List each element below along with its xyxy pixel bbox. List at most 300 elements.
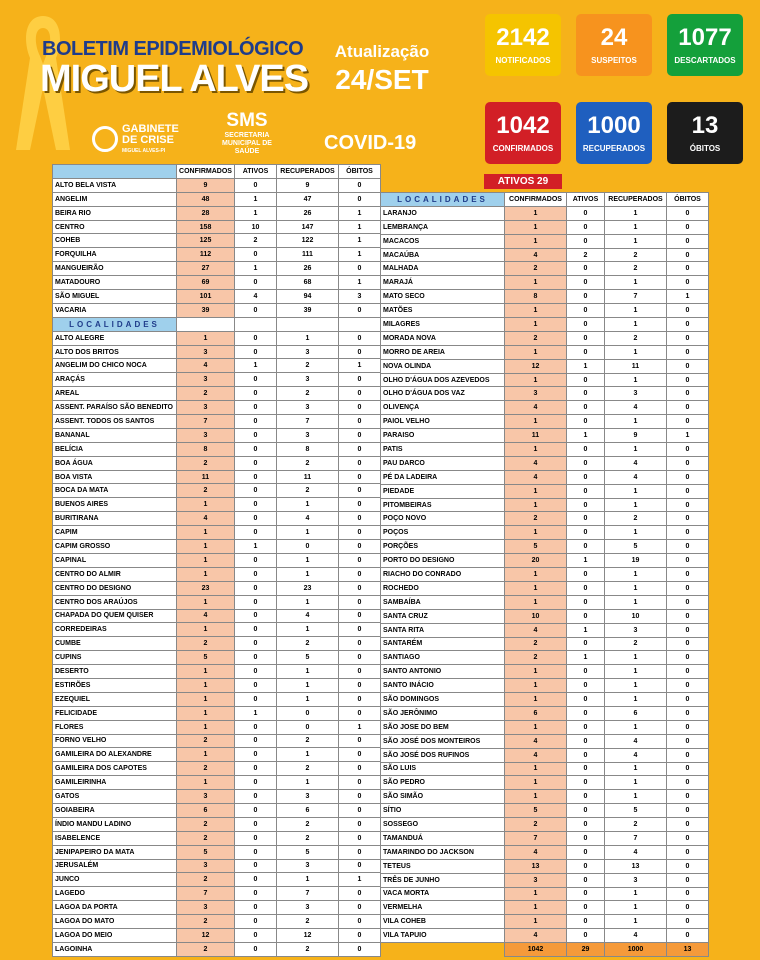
recuperados-cell: 6 xyxy=(277,803,339,817)
locality-name: BOA VISTA xyxy=(53,470,177,484)
confirmados-cell: 5 xyxy=(177,651,235,665)
stat-box-óbitos xyxy=(667,102,743,164)
recuperados-cell: 1 xyxy=(605,720,667,734)
confirmados-cell: 1 xyxy=(177,623,235,637)
locality-name: GAMILEIRA DOS CAPOTES xyxy=(53,762,177,776)
confirmados-cell: 5 xyxy=(177,845,235,859)
locality-name: SANTARÉM xyxy=(381,637,505,651)
stat-value: 1077 xyxy=(678,24,732,51)
locality-name: PORTO DO DESIGNO xyxy=(381,554,505,568)
locality-name: ARAÇÁS xyxy=(53,373,177,387)
recuperados-cell: 47 xyxy=(277,192,339,206)
ativos-cell: 0 xyxy=(235,845,277,859)
table-row xyxy=(381,929,709,943)
confirmados-cell: 1 xyxy=(177,706,235,720)
locality-name: MACACOS xyxy=(381,234,505,248)
obitos-cell: 0 xyxy=(667,623,709,637)
confirmados-cell: 4 xyxy=(505,401,567,415)
ativos-cell: 0 xyxy=(235,734,277,748)
obitos-cell: 0 xyxy=(667,776,709,790)
ativos-cell: 0 xyxy=(235,623,277,637)
locality-name: SÃO JOSÉ DOS MONTEIROS xyxy=(381,734,505,748)
recuperados-cell: 4 xyxy=(605,456,667,470)
locality-name: MILAGRES xyxy=(381,318,505,332)
obitos-cell: 1 xyxy=(667,290,709,304)
locality-name: SOSSEGO xyxy=(381,818,505,832)
table-row xyxy=(53,373,381,387)
stat-label: NOTIFICADOS xyxy=(495,56,551,65)
table-row xyxy=(53,456,381,470)
recuperados-cell: 7 xyxy=(605,831,667,845)
stat-label: ÓBITOS xyxy=(689,144,721,153)
table-row xyxy=(381,679,709,693)
locality-name: OLIVENÇA xyxy=(381,401,505,415)
recuperados-cell: 1 xyxy=(605,887,667,901)
locality-name: PIEDADE xyxy=(381,484,505,498)
obitos-cell: 0 xyxy=(339,901,381,915)
locality-name: MORRO DE AREIA xyxy=(381,345,505,359)
confirmados-cell: 1 xyxy=(505,234,567,248)
confirmados-cell: 4 xyxy=(505,748,567,762)
confirmados-cell: 3 xyxy=(177,859,235,873)
table-row xyxy=(381,859,709,873)
total-recuperados: 1000 xyxy=(605,943,667,957)
ativos-cell: 0 xyxy=(235,887,277,901)
table-row xyxy=(53,526,381,540)
obitos-cell: 0 xyxy=(667,581,709,595)
table-row xyxy=(381,248,709,262)
ativos-cell: 0 xyxy=(235,415,277,429)
confirmados-cell: 2 xyxy=(177,762,235,776)
ativos-cell: 0 xyxy=(235,678,277,692)
obitos-cell: 1 xyxy=(339,873,381,887)
recuperados-cell: 94 xyxy=(277,290,339,304)
obitos-cell: 0 xyxy=(667,470,709,484)
confirmados-cell: 7 xyxy=(177,415,235,429)
recuperados-cell: 1 xyxy=(605,679,667,693)
recuperados-cell: 9 xyxy=(605,429,667,443)
table-row xyxy=(53,887,381,901)
table-row xyxy=(381,429,709,443)
col-ativos: ATIVOS xyxy=(235,165,277,179)
table-row xyxy=(381,512,709,526)
bulletin-title: BOLETIM EPIDEMIOLÓGICO xyxy=(42,38,304,60)
obitos-cell: 0 xyxy=(667,456,709,470)
ativos-cell: 0 xyxy=(567,776,605,790)
obitos-cell: 0 xyxy=(339,678,381,692)
confirmados-cell: 8 xyxy=(177,442,235,456)
obitos-cell: 0 xyxy=(339,637,381,651)
confirmados-cell: 3 xyxy=(177,790,235,804)
table-row xyxy=(381,331,709,345)
confirmados-cell: 1 xyxy=(505,887,567,901)
table-row xyxy=(53,595,381,609)
obitos-cell: 0 xyxy=(667,706,709,720)
obitos-cell: 0 xyxy=(667,262,709,276)
obitos-cell: 0 xyxy=(339,303,381,317)
ativos-cell: 0 xyxy=(235,859,277,873)
obitos-cell: 0 xyxy=(667,554,709,568)
table-row xyxy=(53,678,381,692)
recuperados-cell: 23 xyxy=(277,581,339,595)
ativos-cell: 2 xyxy=(235,234,277,248)
obitos-cell: 1 xyxy=(339,206,381,220)
table-row xyxy=(53,470,381,484)
obitos-cell: 0 xyxy=(667,720,709,734)
confirmados-cell: 28 xyxy=(177,206,235,220)
ativos-cell: 0 xyxy=(567,831,605,845)
recuperados-cell: 39 xyxy=(277,303,339,317)
obitos-cell: 0 xyxy=(339,456,381,470)
locality-name: LAGEDO xyxy=(53,887,177,901)
locality-name: GAMILEIRINHA xyxy=(53,776,177,790)
stat-box-recuperados xyxy=(576,102,652,164)
gabinete-sub: MIGUEL ALVES-PI xyxy=(122,148,166,154)
ativos-cell: 0 xyxy=(567,526,605,540)
confirmados-cell: 2 xyxy=(505,818,567,832)
recuperados-cell: 26 xyxy=(277,262,339,276)
ativos-cell: 0 xyxy=(567,873,605,887)
sms-text: SMS xyxy=(226,110,268,131)
ativos-cell: 0 xyxy=(567,929,605,943)
confirmados-cell: 8 xyxy=(505,290,567,304)
locality-name: PARAISO xyxy=(381,429,505,443)
ativos-cell: 0 xyxy=(235,442,277,456)
locality-name: RIACHO DO CONRADO xyxy=(381,568,505,582)
ativos-cell: 0 xyxy=(567,401,605,415)
obitos-cell: 0 xyxy=(667,845,709,859)
table-row xyxy=(381,693,709,707)
locality-name: PATIS xyxy=(381,443,505,457)
ativos-cell: 0 xyxy=(567,748,605,762)
confirmados-cell: 20 xyxy=(505,554,567,568)
recuperados-cell: 1 xyxy=(277,776,339,790)
total-obitos: 13 xyxy=(667,943,709,957)
locality-name: JUNCO xyxy=(53,873,177,887)
recuperados-cell: 2 xyxy=(277,817,339,831)
recuperados-cell: 2 xyxy=(277,915,339,929)
table-row xyxy=(381,804,709,818)
recuperados-cell: 5 xyxy=(277,651,339,665)
confirmados-cell: 1 xyxy=(505,915,567,929)
obitos-cell: 0 xyxy=(339,942,381,956)
locality-name: COHEB xyxy=(53,234,177,248)
recuperados-cell: 10 xyxy=(605,609,667,623)
recuperados-cell: 1 xyxy=(605,651,667,665)
ativos-cell: 0 xyxy=(567,734,605,748)
table-row xyxy=(53,248,381,262)
obitos-cell: 0 xyxy=(339,428,381,442)
stat-value: 13 xyxy=(691,112,719,139)
gabinete-text: GABINETE DE CRISE xyxy=(122,123,179,146)
ativos-cell: 0 xyxy=(235,665,277,679)
obitos-cell: 0 xyxy=(667,248,709,262)
confirmados-cell: 1 xyxy=(505,484,567,498)
obitos-cell: 0 xyxy=(667,887,709,901)
confirmados-cell: 1 xyxy=(177,748,235,762)
confirmados-cell: 1 xyxy=(505,318,567,332)
confirmados-cell: 10 xyxy=(505,609,567,623)
table-row xyxy=(53,637,381,651)
confirmados-cell: 6 xyxy=(177,803,235,817)
table-row xyxy=(381,581,709,595)
locality-name: SANTA RITA xyxy=(381,623,505,637)
urban-table xyxy=(52,164,381,957)
locality-name: MANGUEIRÃO xyxy=(53,262,177,276)
recuperados-cell: 0 xyxy=(277,706,339,720)
ativos-cell: 0 xyxy=(235,651,277,665)
table-row xyxy=(381,706,709,720)
locality-name: CENTRO DO DESIGNO xyxy=(53,581,177,595)
obitos-cell: 0 xyxy=(667,609,709,623)
obitos-cell: 0 xyxy=(667,318,709,332)
locality-name: PÉ DA LADEIRA xyxy=(381,470,505,484)
ativos-cell: 0 xyxy=(567,331,605,345)
confirmados-cell: 2 xyxy=(177,942,235,956)
table-row xyxy=(53,817,381,831)
table-row xyxy=(53,831,381,845)
obitos-cell: 0 xyxy=(339,540,381,554)
obitos-cell: 0 xyxy=(339,748,381,762)
locality-name: BUENOS AIRES xyxy=(53,498,177,512)
recuperados-cell: 2 xyxy=(605,512,667,526)
recuperados-cell: 1 xyxy=(605,595,667,609)
obitos-cell: 0 xyxy=(339,192,381,206)
table-row xyxy=(53,553,381,567)
ativos-cell: 0 xyxy=(235,776,277,790)
recuperados-cell: 2 xyxy=(277,762,339,776)
obitos-cell: 0 xyxy=(667,651,709,665)
recuperados-cell: 1 xyxy=(605,901,667,915)
obitos-cell: 0 xyxy=(667,818,709,832)
obitos-cell: 0 xyxy=(339,595,381,609)
confirmados-cell: 4 xyxy=(505,929,567,943)
ativos-cell: 0 xyxy=(235,567,277,581)
table-row xyxy=(53,623,381,637)
table-row xyxy=(381,484,709,498)
obitos-cell: 0 xyxy=(339,401,381,415)
locality-name: VACA MORTA xyxy=(381,887,505,901)
table-row xyxy=(381,401,709,415)
ativos-cell: 0 xyxy=(235,581,277,595)
ativos-cell: 0 xyxy=(235,248,277,262)
table-row xyxy=(53,665,381,679)
locality-name: BANANAL xyxy=(53,428,177,442)
locality-name: FLORES xyxy=(53,720,177,734)
recuperados-cell: 1 xyxy=(277,553,339,567)
confirmados-cell: 2 xyxy=(505,512,567,526)
recuperados-cell: 2 xyxy=(605,248,667,262)
ativos-cell: 1 xyxy=(235,540,277,554)
table-row xyxy=(381,831,709,845)
confirmados-cell: 3 xyxy=(177,345,235,359)
table-row xyxy=(53,498,381,512)
recuperados-cell: 1 xyxy=(605,373,667,387)
ativos-cell: 0 xyxy=(567,304,605,318)
ativos-cell: 0 xyxy=(235,720,277,734)
obitos-cell: 0 xyxy=(667,665,709,679)
ativos-cell: 0 xyxy=(235,553,277,567)
recuperados-cell: 6 xyxy=(605,706,667,720)
table-row xyxy=(53,790,381,804)
recuperados-cell: 1 xyxy=(277,498,339,512)
locality-name: SANTO INÁCIO xyxy=(381,679,505,693)
obitos-cell: 1 xyxy=(339,720,381,734)
locality-name: BOCA DA MATA xyxy=(53,484,177,498)
locality-name: CENTRO xyxy=(53,220,177,234)
table-row xyxy=(53,276,381,290)
obitos-cell: 0 xyxy=(339,484,381,498)
recuperados-cell: 4 xyxy=(605,929,667,943)
confirmados-cell: 4 xyxy=(505,470,567,484)
ativos-cell: 1 xyxy=(567,623,605,637)
stat-value: 24 xyxy=(600,24,628,51)
locality-name: BURITIRANA xyxy=(53,512,177,526)
recuperados-cell: 1 xyxy=(605,776,667,790)
locality-name: AREAL xyxy=(53,387,177,401)
recuperados-cell: 5 xyxy=(277,845,339,859)
locality-name: MATADOURO xyxy=(53,276,177,290)
table-row xyxy=(381,540,709,554)
recuperados-cell: 1 xyxy=(605,443,667,457)
obitos-cell: 0 xyxy=(339,609,381,623)
confirmados-cell: 1 xyxy=(505,276,567,290)
ativos-cell: 0 xyxy=(235,303,277,317)
ativos-cell: 0 xyxy=(235,331,277,345)
obitos-cell: 0 xyxy=(339,887,381,901)
ativos-cell: 0 xyxy=(235,470,277,484)
table-row xyxy=(53,401,381,415)
confirmados-cell: 1 xyxy=(177,720,235,734)
recuperados-cell: 2 xyxy=(277,831,339,845)
globe-icon xyxy=(92,126,118,152)
table-row xyxy=(381,373,709,387)
obitos-cell: 0 xyxy=(667,331,709,345)
col-obitos: ÓBITOS xyxy=(339,165,381,179)
confirmados-cell: 5 xyxy=(505,540,567,554)
ativos-cell: 0 xyxy=(235,928,277,942)
recuperados-cell: 3 xyxy=(277,428,339,442)
ativos-cell: 0 xyxy=(567,387,605,401)
obitos-cell: 0 xyxy=(339,345,381,359)
locality-name: ALTO DOS BRITOS xyxy=(53,345,177,359)
confirmados-cell: 2 xyxy=(177,817,235,831)
recuperados-cell: 68 xyxy=(277,276,339,290)
locality-name: SÃO DOMINGOS xyxy=(381,693,505,707)
obitos-cell: 0 xyxy=(339,178,381,192)
recuperados-cell: 3 xyxy=(277,901,339,915)
ativos-cell: 1 xyxy=(567,651,605,665)
locality-name: MACAÚBA xyxy=(381,248,505,262)
confirmados-cell: 12 xyxy=(177,928,235,942)
obitos-cell: 0 xyxy=(667,804,709,818)
table-row xyxy=(381,498,709,512)
recuperados-cell: 4 xyxy=(605,734,667,748)
ativos-cell: 1 xyxy=(235,262,277,276)
table-row xyxy=(381,595,709,609)
recuperados-cell: 1 xyxy=(605,915,667,929)
table-row xyxy=(381,470,709,484)
confirmados-cell: 4 xyxy=(505,623,567,637)
table-row xyxy=(381,845,709,859)
locality-name: POÇOS xyxy=(381,526,505,540)
locality-name: LARANJO xyxy=(381,206,505,220)
recuperados-cell: 4 xyxy=(277,512,339,526)
recuperados-cell: 11 xyxy=(605,359,667,373)
stat-label: CONFIRMADOS xyxy=(492,144,554,153)
confirmados-cell: 1 xyxy=(505,443,567,457)
locality-name: PAU DARCO xyxy=(381,456,505,470)
table-row xyxy=(381,915,709,929)
locality-name: SAMBAÍBA xyxy=(381,595,505,609)
locality-name: SÃO LUIS xyxy=(381,762,505,776)
table-row xyxy=(53,512,381,526)
locality-name: JERUSALÉM xyxy=(53,859,177,873)
obitos-cell: 0 xyxy=(339,651,381,665)
confirmados-cell: 4 xyxy=(505,456,567,470)
confirmados-cell: 1 xyxy=(505,901,567,915)
recuperados-cell: 111 xyxy=(277,248,339,262)
recuperados-cell: 2 xyxy=(605,262,667,276)
ativos-cell: 1 xyxy=(567,429,605,443)
obitos-cell: 0 xyxy=(667,859,709,873)
ativos-cell: 0 xyxy=(567,484,605,498)
obitos-cell: 0 xyxy=(667,512,709,526)
recuperados-cell: 2 xyxy=(605,818,667,832)
table-row xyxy=(53,609,381,623)
obitos-cell: 0 xyxy=(667,915,709,929)
confirmados-cell: 1 xyxy=(505,415,567,429)
obitos-cell: 0 xyxy=(339,623,381,637)
locality-name: ISABELENCE xyxy=(53,831,177,845)
ativos-cell: 0 xyxy=(235,484,277,498)
confirmados-cell: 12 xyxy=(505,359,567,373)
ativos-cell: 0 xyxy=(235,428,277,442)
ativos-cell: 0 xyxy=(567,290,605,304)
confirmados-cell: 1 xyxy=(177,526,235,540)
locality-name: LAGOA DO MATO xyxy=(53,915,177,929)
recuperados-cell: 1 xyxy=(605,790,667,804)
locality-name: LEMBRANÇA xyxy=(381,220,505,234)
table-row xyxy=(53,359,381,373)
table-row xyxy=(381,748,709,762)
locality-name: ROCHEDO xyxy=(381,581,505,595)
obitos-cell: 0 xyxy=(339,762,381,776)
ativos-cell: 0 xyxy=(235,817,277,831)
table-row xyxy=(53,748,381,762)
recuperados-cell: 147 xyxy=(277,220,339,234)
locality-name: OLHO D'ÁGUA DOS AZEVEDOS xyxy=(381,373,505,387)
obitos-cell: 0 xyxy=(339,512,381,526)
obitos-cell: 0 xyxy=(667,831,709,845)
ativos-cell: 0 xyxy=(235,595,277,609)
obitos-cell: 1 xyxy=(339,359,381,373)
confirmados-cell: 1 xyxy=(177,692,235,706)
confirmados-cell: 3 xyxy=(177,428,235,442)
obitos-cell: 0 xyxy=(339,790,381,804)
table-row xyxy=(53,206,381,220)
ativos-cell: 0 xyxy=(235,790,277,804)
confirmados-cell: 3 xyxy=(505,387,567,401)
recuperados-cell: 4 xyxy=(605,748,667,762)
locality-name: FELICIDADE xyxy=(53,706,177,720)
stat-box-notificados xyxy=(485,14,561,76)
table-row xyxy=(53,220,381,234)
obitos-cell: 0 xyxy=(339,692,381,706)
confirmados-cell: 1 xyxy=(505,679,567,693)
table-row xyxy=(381,415,709,429)
stat-label: SUSPEITOS xyxy=(591,56,637,65)
